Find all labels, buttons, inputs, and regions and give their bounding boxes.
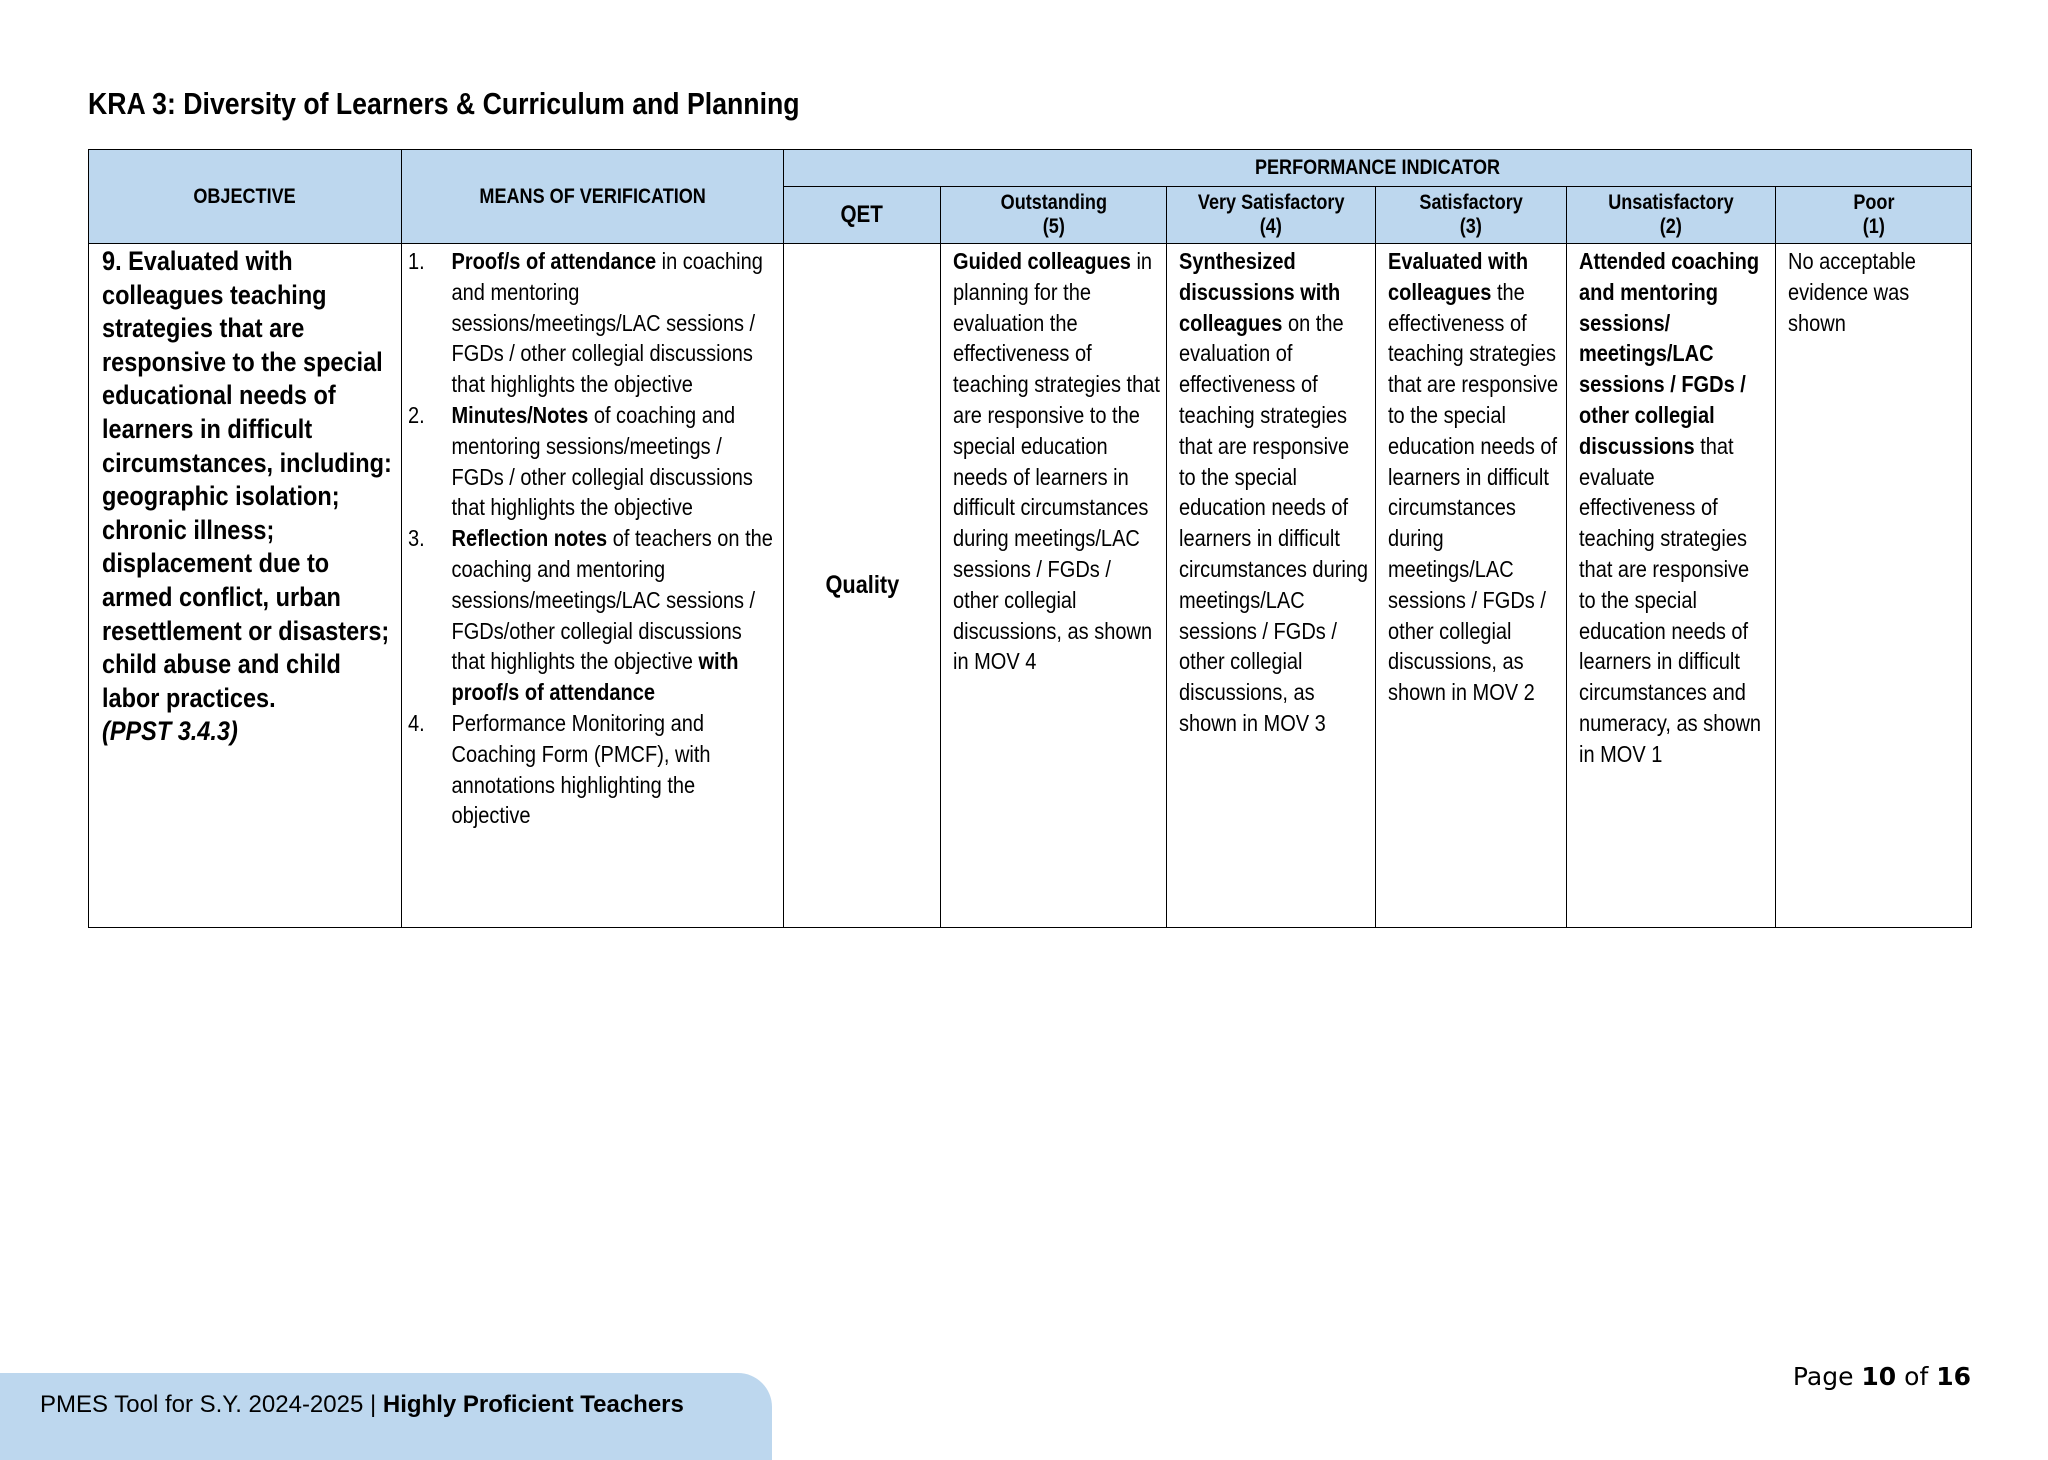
- qet-header: QET: [784, 187, 941, 244]
- objective-cell: [89, 244, 402, 928]
- table-row: [89, 244, 1972, 928]
- list-item: 2. Minutes/Notes of coaching and mentoring sessions/meetings / FGDs / other collegial discussions that highlights the objective: [408, 401, 753, 521]
- list-item: 1. Proof/s of attendance in coaching and mentoring sessions/meetings/LAC sessions / FGDs / other collegial discussions that highlights the objective: [408, 248, 763, 398]
- level-header-unsatisfactory: Unsatisfactory (2): [1567, 187, 1776, 244]
- list-item: 3. Reflection notes of teachers on the coaching and mentoring sessions/meetings/LAC sessions / FGDs/other collegial discussions that highlights the objective with proof/s of attendance: [408, 525, 773, 706]
- mov-list: [408, 246, 777, 831]
- level-header-very-satisfactory: Very Satisfactory (4): [1167, 187, 1376, 244]
- level-header-outstanding: Outstanding (5): [941, 187, 1167, 244]
- qet-cell: Quality: [784, 244, 941, 928]
- kra-table: [88, 149, 1972, 928]
- level-cell-very-satisfactory: Synthesized discussions with colleagues on the evaluation of effectiveness of teaching strategies that are responsive to the special education needs of learners in difficult circumstances during meetings/LAC sessions / FGDs / other collegial discussions, as shown in MOV 3: [1167, 244, 1376, 928]
- mov-cell: [402, 244, 784, 928]
- level-header-satisfactory: Satisfactory (3): [1376, 187, 1567, 244]
- objective-text: 9. Evaluated with colleagues teaching strategies that are responsive to the special educational needs of learners in difficult circumstances, including: geographic isolation; chronic illness; displacement due to armed conflict, urban resettlement or disasters; child abuse and child labor practices.: [102, 246, 392, 713]
- objective-reference: (PPST 3.4.3): [102, 716, 238, 747]
- performance-indicator-header: PERFORMANCE INDICATOR: [784, 150, 1972, 187]
- list-item: 4. Performance Monitoring and Coaching Form (PMCF), with annotations highlighting the objective: [408, 709, 711, 829]
- level-cell-poor: No acceptable evidence was shown: [1776, 244, 1972, 928]
- level-cell-unsatisfactory: Attended coaching and mentoring sessions/ meetings/LAC sessions / FGDs / other collegial discussions that evaluate effectiveness of teaching strategies that are responsive to the special education needs of learners in difficult circumstances and numeracy, as shown in MOV 1: [1567, 244, 1776, 928]
- footer-label: PMES Tool for S.Y. 2024-2025 | Highly Proficient Teachers: [40, 1391, 684, 1418]
- page-number: Page 10 of 16: [1792, 1362, 1971, 1391]
- level-header-poor: Poor (1): [1776, 187, 1972, 244]
- mov-header: MEANS OF VERIFICATION: [402, 150, 784, 244]
- objective-header: OBJECTIVE: [89, 150, 402, 244]
- page-title: KRA 3: Diversity of Learners & Curriculum and Planning: [88, 86, 800, 121]
- level-cell-satisfactory: Evaluated with colleagues the effectiveness of teaching strategies that are responsive to the special education needs of learners in difficult circumstances during meetings/LAC sessions / FGDs / other collegial discussions, as shown in MOV 2: [1376, 244, 1567, 928]
- header-row-top: [89, 150, 1972, 187]
- level-cell-outstanding: Guided colleagues in planning for the evaluation the effectiveness of teaching strategies that are responsive to the special education needs of learners in difficult circumstances during meetings/LAC sessions / FGDs / other collegial discussions, as shown in MOV 4: [941, 244, 1167, 928]
